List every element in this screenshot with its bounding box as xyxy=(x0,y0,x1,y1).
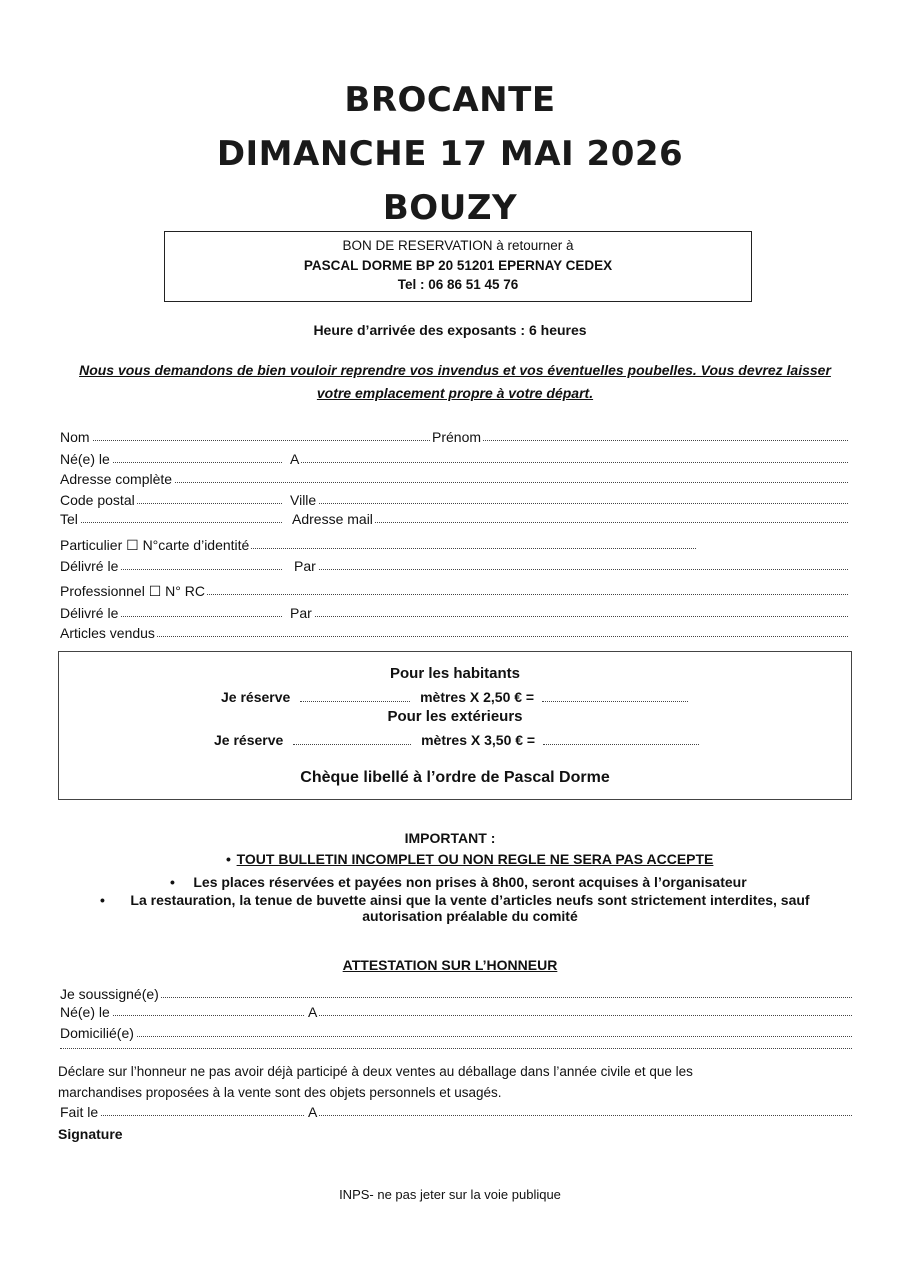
label-ne-le: Né(e) le xyxy=(60,451,110,467)
form-row-professionnel xyxy=(60,582,850,601)
form-row-nom xyxy=(60,428,850,447)
form-row-delivre-2 xyxy=(60,604,850,623)
important-bullet-2: • Les places réservées et payées non prises à 8h00, seront acquises à l’organisateur xyxy=(170,874,747,890)
form-row-articles xyxy=(60,624,850,643)
habitants-title: Pour les habitants xyxy=(389,665,521,682)
bullet-3-text-2: autorisation préalable du comité xyxy=(362,908,578,924)
label-att-a: A xyxy=(308,1004,318,1020)
declaration-text xyxy=(58,1061,858,1103)
habitants-prefix: Je réserve xyxy=(221,689,291,705)
label-fait-le: Fait le xyxy=(60,1104,99,1120)
declaration-line-2: marchandises proposées à la vente sont des objets personnels et usagés. xyxy=(58,1085,502,1100)
label-tel: Tel xyxy=(60,511,78,527)
bullet-3-text-1: La restauration, la tenue de buvette ainsi que la vente d’articles neufs sont strictement interdites, sauf xyxy=(130,892,810,908)
label-nom: Nom xyxy=(60,429,90,445)
form-row-particulier xyxy=(60,536,850,555)
form-row-code-postal xyxy=(60,491,850,510)
label-soussigne: Je soussigné(e) xyxy=(60,986,159,1002)
important-bullet-3: • La restauration, la tenue de buvette ainsi que la vente d’articles neufs sont strictement interdites, sauf autorisation préalable du comité xyxy=(90,892,850,924)
notice-line-1: Nous vous demandons de bien vouloir reprendre vos invendus et vos éventuelles poubelles. Vous devrez laisser xyxy=(79,362,831,378)
label-domicilie: Domicilié(e) xyxy=(60,1025,134,1041)
signature-label: Signature xyxy=(58,1126,123,1142)
label-par: Par xyxy=(294,558,316,574)
title-date: DIMANCHE 17 MAI 2026 xyxy=(216,134,684,174)
attestation-row-naissance xyxy=(60,1003,852,1022)
reservation-phone: Tel : 06 86 51 45 76 xyxy=(397,277,519,292)
habitants-rate: mètres X 2,50 € = xyxy=(420,689,535,705)
label-delivre-le: Délivré le xyxy=(60,558,119,574)
label-professionnel: Professionnel ☐ N° RC xyxy=(60,583,205,599)
label-adresse-mail: Adresse mail xyxy=(292,511,373,527)
exterieurs-row xyxy=(214,732,699,748)
attestation-row-fait-le xyxy=(60,1103,852,1122)
bullet-2-text: Les places réservées et payées non prises à 8h00, seront acquises à l’organisateur xyxy=(193,874,747,890)
attestation-row-domicile xyxy=(60,1024,852,1043)
label-att-ne-le: Né(e) le xyxy=(60,1004,110,1020)
reservation-box xyxy=(164,231,752,302)
label-par: Par xyxy=(290,605,312,621)
important-bullet-1: • TOUT BULLETIN INCOMPLET OU NON REGLE NE SERA PAS ACCEPTE xyxy=(226,851,714,867)
attestation-blank-line xyxy=(60,1048,852,1049)
exterieurs-title: Pour les extérieurs xyxy=(387,708,523,725)
notice-line-2: votre emplacement propre à votre départ. xyxy=(316,385,594,401)
label-adresse: Adresse complète xyxy=(60,471,173,487)
label-a: A xyxy=(290,451,300,467)
attestation-row-soussigne xyxy=(60,985,852,1004)
habitants-row xyxy=(221,689,688,705)
label-delivre-le: Délivré le xyxy=(60,605,119,621)
title-brocante: BROCANTE xyxy=(344,80,556,120)
exterieurs-prefix: Je réserve xyxy=(214,732,284,748)
reservation-line-1: BON DE RESERVATION à retourner à xyxy=(342,238,574,253)
label-code-postal: Code postal xyxy=(60,492,135,508)
cheque-instruction: Chèque libellé à l’ordre de Pascal Dorme xyxy=(300,769,610,786)
form-row-tel xyxy=(60,510,850,529)
label-prenom: Prénom xyxy=(432,429,482,445)
exterieurs-rate: mètres X 3,50 € = xyxy=(421,732,536,748)
arrival-time: Heure d’arrivée des exposants : 6 heures xyxy=(313,322,587,338)
footer-note: INPS- ne pas jeter sur la voie publique xyxy=(339,1187,561,1202)
form-row-naissance xyxy=(60,450,850,469)
label-articles: Articles vendus xyxy=(60,625,155,641)
label-ville: Ville xyxy=(290,492,317,508)
label-fait-a: A xyxy=(308,1104,318,1120)
reservation-address: PASCAL DORME BP 20 51201 EPERNAY CEDEX xyxy=(303,257,613,273)
bullet-1-text: TOUT BULLETIN INCOMPLET OU NON REGLE NE SERA PAS ACCEPTE xyxy=(236,851,714,867)
declaration-line-1: Déclare sur l’honneur ne pas avoir déjà participé à deux ventes au déballage dans l’année civile et que les xyxy=(58,1064,693,1079)
attestation-title: ATTESTATION SUR L’HONNEUR xyxy=(342,957,558,973)
title-location: BOUZY xyxy=(382,188,518,228)
form-row-adresse xyxy=(60,470,850,489)
form-row-delivre-1 xyxy=(60,557,850,576)
pricing-box xyxy=(58,651,852,800)
important-title: IMPORTANT : xyxy=(404,830,496,846)
label-particulier: Particulier ☐ N°carte d’identité xyxy=(60,537,250,553)
